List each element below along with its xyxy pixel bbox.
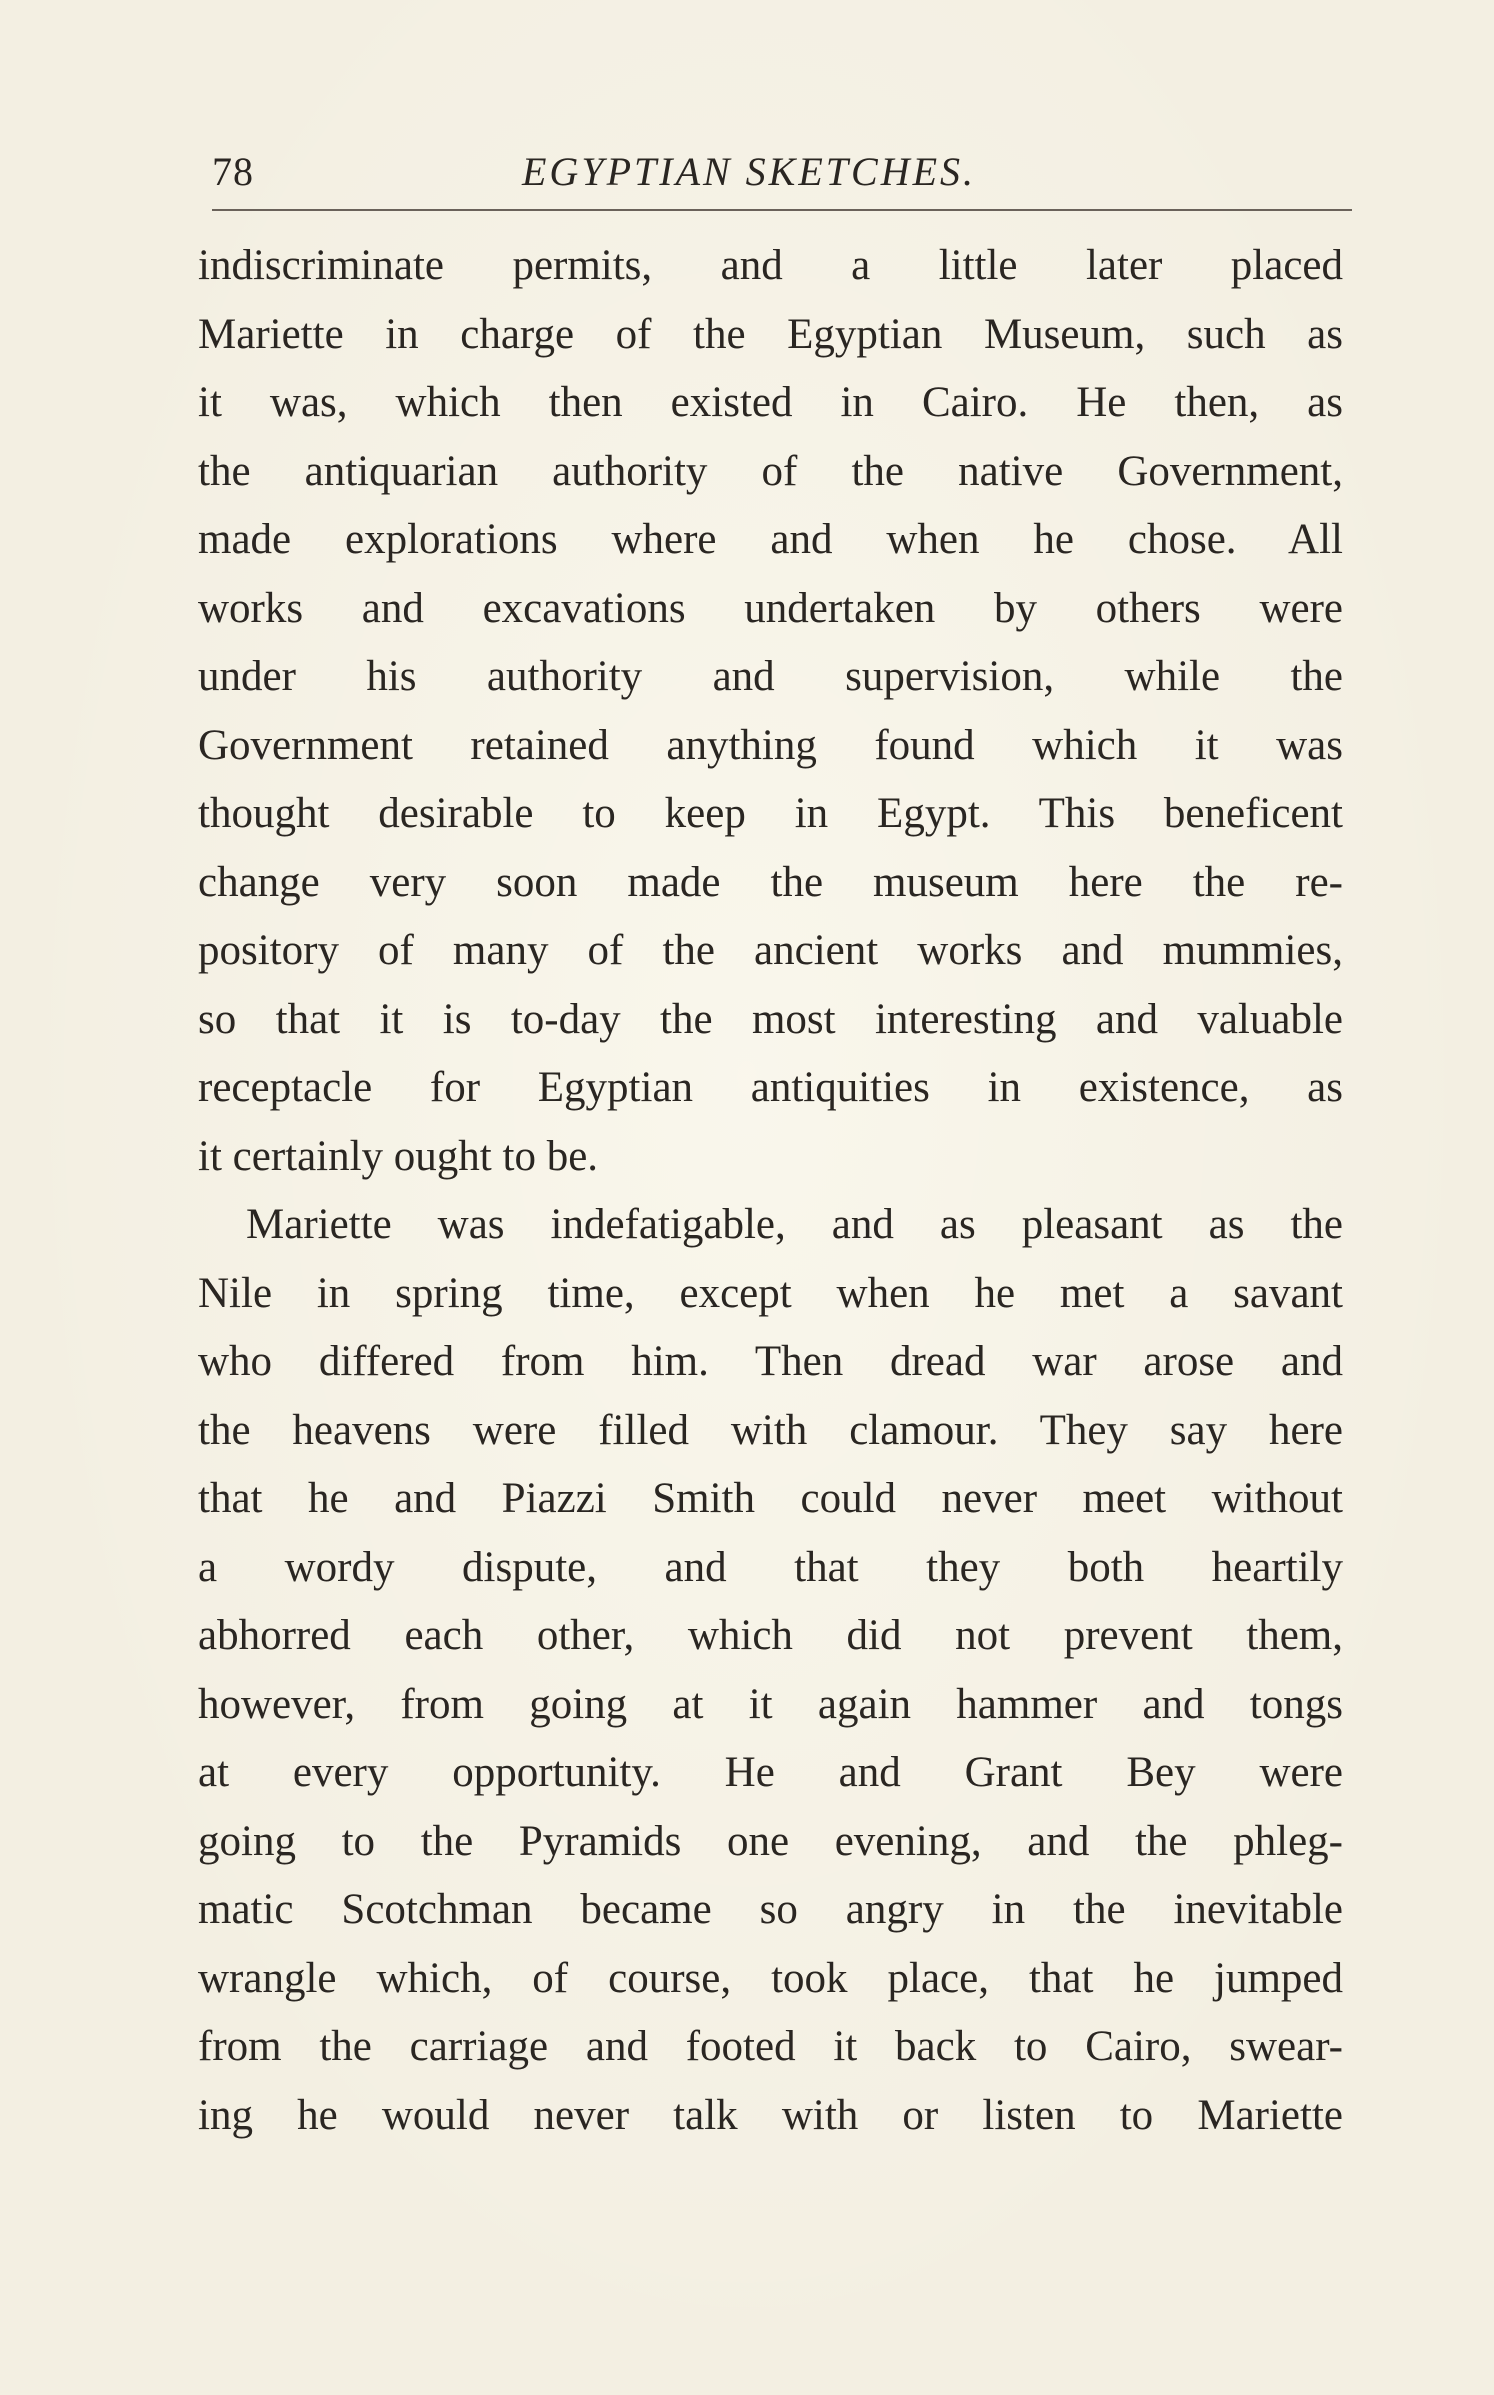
text-line: made explorations where and when he chose. All (198, 516, 1343, 563)
text-line: thought desirable to keep in Egypt. This beneficent (198, 790, 1343, 837)
text-line: abhorred each other, which did not prevent them, (198, 1612, 1343, 1659)
running-title: EGYPTIAN SKETCHES. (522, 149, 977, 194)
text-line: receptacle for Egyptian antiquities in existence, as (198, 1064, 1343, 1111)
paragraph-1 (198, 232, 1343, 1191)
text-line: Mariette in charge of the Egyptian Museum, such as (198, 310, 1343, 358)
text-line: Mariette was indefatigable, and as pleasant as the (246, 1201, 1343, 1248)
text-line: at every opportunity. He and Grant Bey were (198, 1749, 1343, 1796)
text-line: it certainly ought to be. (198, 1132, 599, 1180)
paragraph-2 (198, 1191, 1343, 2150)
text-line: going to the Pyramids one evening, and the phleg- (198, 1817, 1343, 1865)
text-line: works and excavations undertaken by others were (198, 584, 1343, 632)
text-line: who differed from him. Then dread war arose and (198, 1338, 1343, 1385)
text-line: Government retained anything found which it was (198, 721, 1343, 769)
body-text (198, 232, 1343, 2150)
text-line: it was, which then existed in Cairo. He then, as (198, 379, 1343, 426)
text-line: the heavens were filled with clamour. They say here (198, 1406, 1343, 1454)
text-line: change very soon made the museum here the re- (198, 858, 1343, 906)
text-line: ing he would never talk with or listen to Mariette (198, 2091, 1343, 2139)
header-rule (212, 209, 1352, 211)
text-line: matic Scotchman became so angry in the inevitable (198, 1886, 1343, 1933)
text-line: the antiquarian authority of the native Government, (198, 447, 1343, 495)
text-line: from the carriage and footed it back to Cairo, swear- (198, 2023, 1343, 2070)
text-line: so that it is to-day the most interesting and valuable (198, 995, 1343, 1043)
running-head (212, 140, 1352, 200)
text-line: indiscriminate permits, and a little later placed (198, 242, 1343, 289)
page-number: 78 (212, 149, 254, 194)
text-line: a wordy dispute, and that they both heartily (198, 1543, 1343, 1591)
text-line: however, from going at it again hammer and tongs (198, 1680, 1343, 1728)
text-line: that he and Piazzi Smith could never meet without (198, 1475, 1343, 1522)
text-line: Nile in spring time, except when he met a savant (198, 1269, 1343, 1317)
text-line: wrangle which, of course, took place, that he jumped (198, 1954, 1343, 2002)
text-line: under his authority and supervision, while the (198, 653, 1343, 700)
text-line: pository of many of the ancient works and mummies, (198, 927, 1343, 974)
